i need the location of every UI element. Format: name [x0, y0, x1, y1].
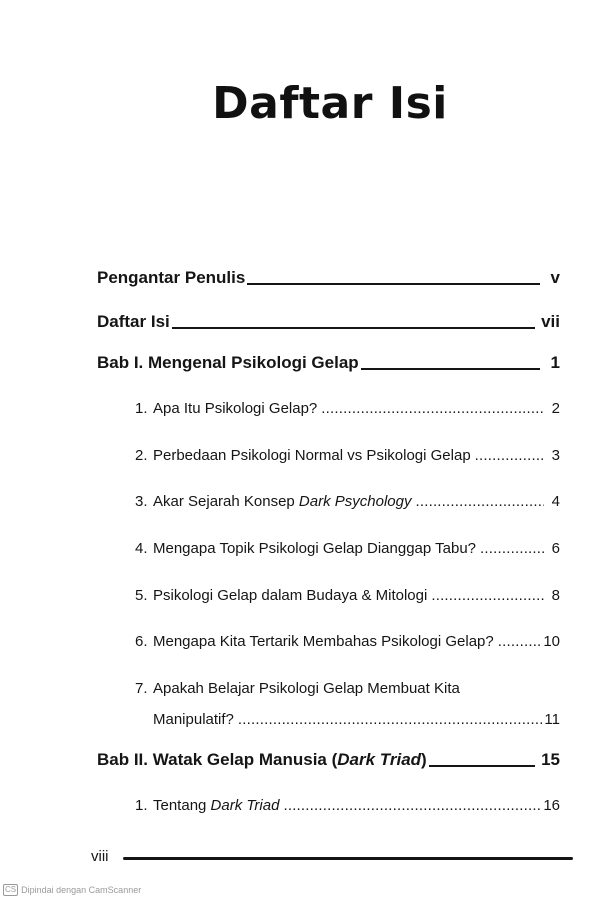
toc-entry-1-1[interactable]	[135, 400, 560, 417]
toc-label	[153, 493, 411, 510]
toc-entry-daftar-isi[interactable]	[97, 312, 560, 332]
toc-number: 3.	[135, 493, 148, 510]
toc-entry-pengantar[interactable]	[97, 268, 560, 288]
toc-label: Daftar Isi	[97, 312, 170, 331]
toc-page: 16	[543, 797, 560, 814]
toc-label-text: )	[421, 750, 427, 769]
toc-entry-1-6[interactable]	[135, 633, 560, 650]
toc-label: Mengapa Kita Tertarik Membahas Psikologi Gelap?	[153, 633, 494, 650]
toc-page: 8	[551, 587, 560, 604]
toc-entry-1-4[interactable]	[135, 540, 560, 557]
scanner-text: Dipindai dengan CamScanner	[21, 885, 142, 895]
toc-label-text: Bab II. Watak Gelap Manusia (	[97, 750, 338, 769]
footer-rule	[123, 857, 573, 860]
toc-number: 7.	[135, 680, 148, 697]
toc-number: 6.	[135, 633, 148, 650]
footer-page-number: viii	[91, 848, 109, 865]
scanner-watermark	[3, 884, 141, 896]
leader-dots	[283, 797, 541, 814]
toc-entry-bab-1[interactable]	[97, 353, 560, 373]
toc-label: Mengapa Topik Psikologi Gelap Dianggap Tabu?	[153, 540, 477, 557]
toc-label-emphasis: Dark Triad	[337, 750, 422, 769]
leader-line	[361, 368, 540, 370]
leader-dots	[415, 493, 544, 510]
leader-dots	[238, 711, 543, 728]
toc-number: 1.	[135, 797, 148, 814]
toc-number: 2.	[135, 447, 148, 464]
toc-page: 6	[551, 540, 560, 557]
leader-dots	[480, 540, 544, 557]
leader-dots	[475, 447, 544, 464]
toc-entry-1-7-cont[interactable]	[153, 711, 560, 728]
toc-entry-1-2[interactable]	[135, 447, 560, 464]
toc-entry-bab-2[interactable]	[97, 750, 560, 770]
leader-dots	[321, 400, 544, 417]
toc-entry-2-1[interactable]	[135, 797, 560, 814]
leader-line	[247, 283, 540, 285]
toc-label-emphasis: Dark Psychology	[298, 493, 412, 510]
toc-entry-1-3[interactable]	[135, 493, 560, 510]
toc-page: 11	[544, 711, 560, 728]
toc-label-emphasis: Dark Triad	[210, 797, 280, 814]
toc-page: 3	[551, 447, 560, 464]
toc-label-text: Akar Sejarah Konsep	[153, 493, 299, 510]
toc-page: vii	[541, 312, 560, 331]
toc-label: Manipulatif?	[153, 711, 234, 728]
leader-dots	[431, 587, 544, 604]
toc-page: v	[550, 268, 560, 287]
toc-label-text: Tentang	[153, 797, 211, 814]
toc-label	[97, 750, 427, 770]
toc-page: 4	[551, 493, 560, 510]
toc-entry-1-7[interactable]	[135, 680, 560, 697]
toc-label	[153, 797, 279, 814]
toc-label: Apa Itu Psikologi Gelap?	[153, 400, 318, 417]
toc-number: 5.	[135, 587, 148, 604]
toc-page: 1	[550, 353, 560, 372]
toc-number: 4.	[135, 540, 148, 557]
toc-page: 10	[543, 633, 560, 650]
leader-line	[429, 765, 535, 767]
toc-label: Psikologi Gelap dalam Budaya & Mitologi	[153, 587, 428, 604]
toc-label: Perbedaan Psikologi Normal vs Psikologi Gelap	[153, 447, 471, 464]
toc-number: 1.	[135, 400, 148, 417]
toc-label: Apakah Belajar Psikologi Gelap Membuat Kita	[153, 680, 460, 697]
toc-page: 15	[541, 750, 560, 769]
toc-label: Pengantar Penulis	[97, 268, 246, 287]
page-title: Daftar Isi	[212, 78, 448, 129]
leader-line	[172, 327, 535, 329]
toc-page: 2	[551, 400, 560, 417]
toc-label: Bab I. Mengenal Psikologi Gelap	[97, 353, 359, 372]
toc-entry-1-5[interactable]	[135, 587, 560, 604]
camscanner-icon: CS	[5, 885, 17, 894]
leader-dots	[498, 633, 542, 650]
